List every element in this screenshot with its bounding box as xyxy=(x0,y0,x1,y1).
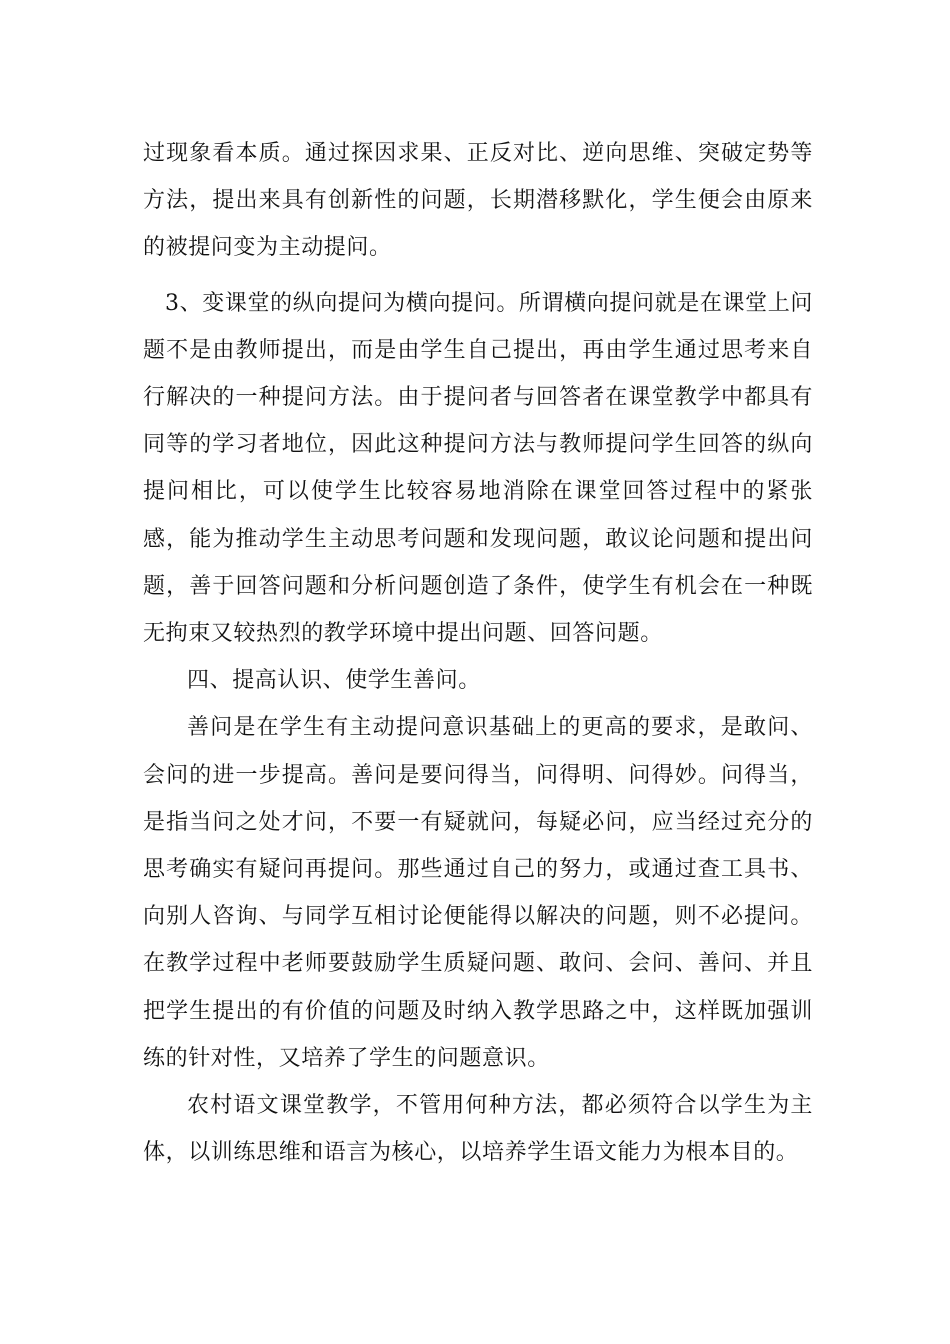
paragraph-conclusion: 农村语文课堂教学，不管用何种方法，都必须符合以学生为主体，以训练思维和语言为核心，以培养学生语文能力为根本目的。 xyxy=(143,1093,813,1166)
document-body xyxy=(143,130,813,1176)
paragraph-continuation: 过现象看本质。通过探因求果、正反对比、逆向思维、突破定势等方法，提出来具有创新性的问题，长期潜移默化，学生便会由原来的被提问变为主动提问。 xyxy=(143,141,813,261)
paragraph-horizontal-questioning: 3、变课堂的纵向提问为横向提问。所谓横向提问就是在课堂上问题不是由教师提出，而是由学生自己提出，再由学生通过思考来自行解决的一种提问方法。由于提问者与回答者在课堂教学中都具有同等的学习者地位，因此这种提问方法与教师提问学生回答的纵向提问相比，可以使学生比较容易地消除在课堂回答过程中的紧张感，能为推动学生主动思考问题和发现问题，敢议论问题和提出问题，善于回答问题和分析问题创造了条件，使学生有机会在一种既无拘束又较热烈的教学环境中提出问题、回答问题。 xyxy=(143,290,813,647)
paragraph-good-questioning: 善问是在学生有主动提问意识基础上的更高的要求，是敢问、会问的进一步提高。善问是要问得当，问得明、问得妙。问得当，是指当问之处才问，不要一有疑就问，每疑必问，应当经过充分的思考确实有疑问再提问。那些通过自己的努力，或通过查工具书、向别人咨询、与同学互相讨论便能得以解决的问题，则不必提问。在教学过程中老师要鼓励学生质疑问题、敢问、会问、善问、并且把学生提出的有价值的问题及时纳入教学思路之中，这样既加强训练的针对性，又培养了学生的问题意识。 xyxy=(143,715,813,1071)
section-heading-four: 四、提高认识、使学生善问。 xyxy=(187,668,481,694)
